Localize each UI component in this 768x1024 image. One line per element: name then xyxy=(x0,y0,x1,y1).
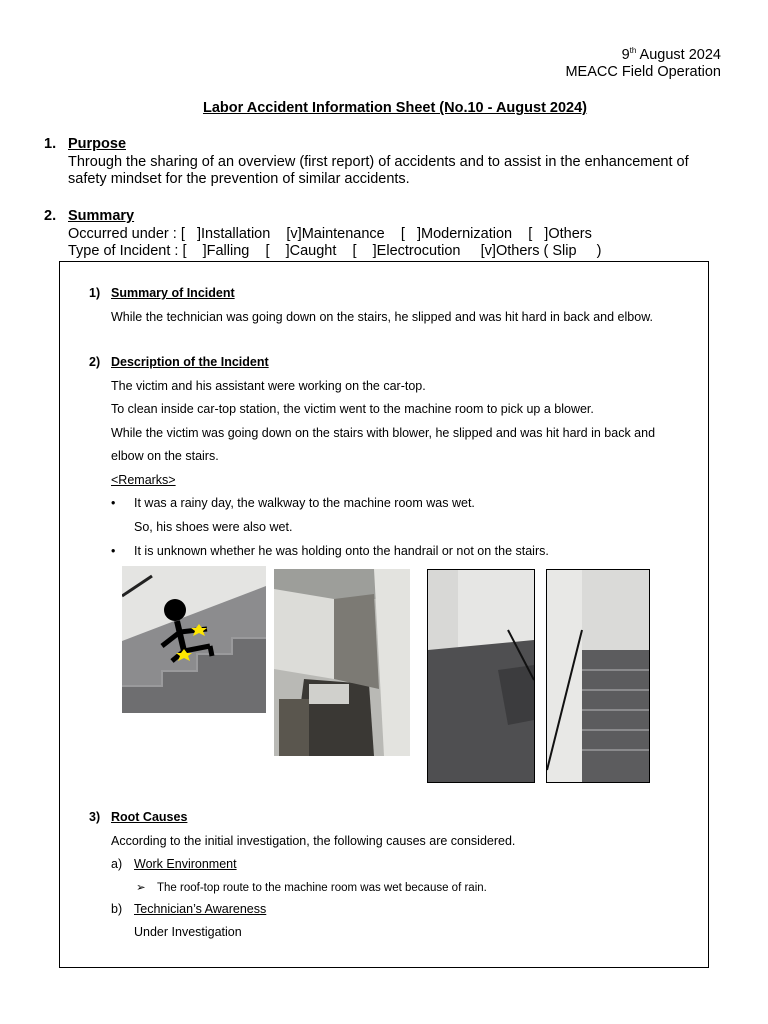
organization: MEACC Field Operation xyxy=(565,64,721,80)
incident-details-box: 1) Summary of Incident While the technician was going down on the stairs, he slipped and was hit hard in back and elbow. 2) Description of the Incident The victim and his assistant were working on the car-top. To clean inside car-top station, the victim went to the machine room to pick up a blower. While the victim was going down on the stairs with blower, he slipped and was hit hard in back and elbow on the stairs. <Remarks> • It was a rainy day, the walkway to the machine room was wet. So, his shoes were also wet. • It is unknown whether he was holding onto the handrail or not on the stairs. 3) Root Causes According to the initial investigation, the following causes are considered. a) Work Environment ➢ The roof-top route to the machine room was wet because of rain. b) Technician’s Awareness Under Investigation xyxy=(59,261,709,968)
stairs-down-photo xyxy=(427,569,535,783)
work-environment-item: ➢ The roof-top route to the machine room was wet because of rain. xyxy=(136,882,487,894)
report-date: 9th August 2024 xyxy=(621,46,721,63)
rooftop-walkway-photo xyxy=(274,569,410,756)
incident-summary-text: While the technician was going down on the stairs, he slipped and was hit hard in back and elbow. xyxy=(111,310,653,324)
summary-heading: 2. Summary xyxy=(44,208,135,224)
description-line-1: The victim and his assistant were working on the car-top. xyxy=(111,379,426,393)
work-environment-heading: a) Work Environment xyxy=(111,857,237,871)
purpose-heading: 1. Purpose xyxy=(44,136,127,152)
type-of-incident: Type of Incident : [ ]Falling [ ]Caught [ ]Electrocution [v]Others ( Slip ) xyxy=(68,243,602,259)
occurred-under: Occurred under : [ ]Installation [v]Maintenance [ ]Modernization [ ]Others xyxy=(68,226,592,242)
fall-illustration-photo xyxy=(122,566,266,713)
root-causes-intro: According to the initial investigation, the following causes are considered. xyxy=(111,834,516,848)
remark-bullet-1: • It was a rainy day, the walkway to the machine room was wet. xyxy=(111,496,475,510)
purpose-text: Through the sharing of an overview (first report) of accidents and to assist in the enhancement of safety mindset for the prevention of similar accidents. xyxy=(68,154,689,187)
document-title: Labor Accident Information Sheet (No.10 - August 2024) xyxy=(202,100,588,116)
description-line-4: elbow on the stairs. xyxy=(111,449,219,463)
description-line-3: While the victim was going down on the stairs with blower, he slipped and was hit hard in back and xyxy=(111,426,656,440)
remark-bullet-2: • It is unknown whether he was holding onto the handrail or not on the stairs. xyxy=(111,544,549,558)
description-line-2: To clean inside car-top station, the victim went to the machine room to pick up a blower. xyxy=(111,402,594,416)
remarks-label: <Remarks> xyxy=(111,473,176,487)
technician-awareness-heading: b) Technician’s Awareness xyxy=(111,902,267,916)
technician-awareness-text: Under Investigation xyxy=(134,925,242,939)
remark-bullet-1-cont: So, his shoes were also wet. xyxy=(134,520,293,534)
stairs-up-photo xyxy=(546,569,650,783)
